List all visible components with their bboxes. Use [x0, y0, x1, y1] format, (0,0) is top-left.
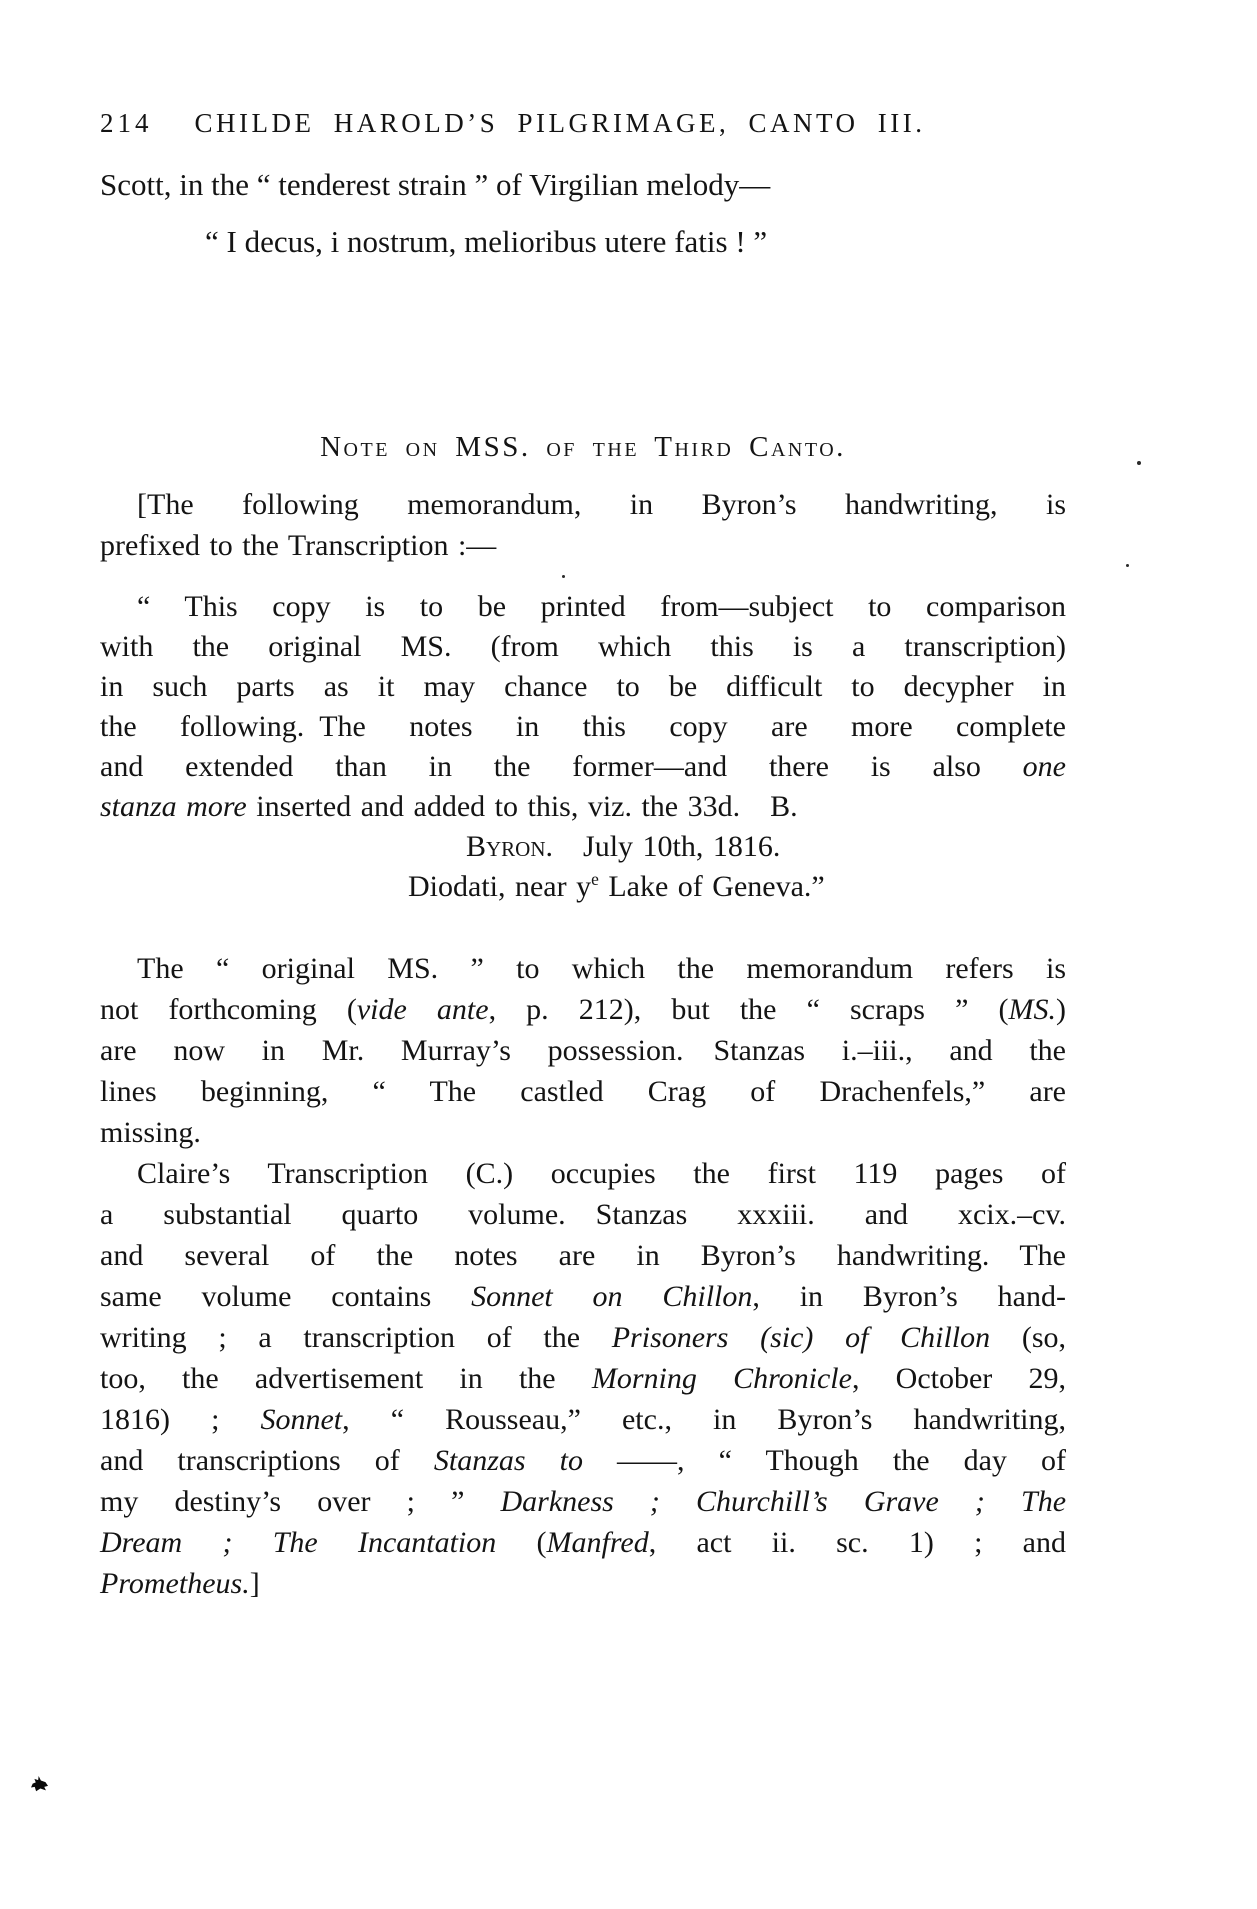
scan-speck	[1126, 564, 1129, 567]
text-line: same volume contains Sonnet on Chillon, in Byron’s hand-	[100, 1280, 1066, 1313]
text-line: my destiny’s over ; ” Darkness ; Churchill’s Grave ; The	[100, 1485, 1067, 1518]
text-line: and several of the notes are in Byron’s handwriting. The	[100, 1239, 1066, 1272]
running-head	[100, 0, 1066, 139]
text-line: stanza more inserted and added to this, viz. the 33d. B.	[100, 790, 798, 823]
text-line: the following. The notes in this copy are more complete	[100, 710, 1066, 743]
ink-blot-mark	[31, 1776, 48, 1792]
text-line: lines beginning, “ The castled Crag of Drachenfels,” are	[100, 1075, 1066, 1108]
memo-intro	[100, 484, 1066, 566]
original-ms-paragraph	[100, 948, 1066, 1153]
note-body	[100, 484, 1066, 1604]
text-line: Prometheus.]	[100, 1567, 260, 1600]
text-line: Byron. July 10th, 1816.	[466, 830, 781, 863]
text-line: Diodati, near $y^e$ Lake of Geneva.”	[408, 869, 825, 903]
text-line: writing ; a transcription of the Prisoners (sic) of Chillon (so,	[100, 1321, 1066, 1354]
text-line: missing.	[100, 1116, 201, 1149]
text-line: “ This copy is to be printed from—subject to comparison	[137, 590, 1066, 623]
text-line: [The following memorandum, in Byron’s handwriting, is	[137, 488, 1066, 521]
opening-line: Scott, in the “ tenderest strain ” of Virgilian melody—	[100, 167, 771, 202]
text-line: 1816) ; Sonnet, “ Rousseau,” etc., in Byron’s handwriting,	[100, 1403, 1066, 1436]
page-number: 214	[100, 108, 153, 138]
text-line: Claire’s Transcription (C.) occupies the first 119 pages of	[137, 1157, 1066, 1190]
byron-memorandum-quote	[100, 587, 1066, 907]
text-line: in such parts as it may chance to be difficult to decypher in	[100, 670, 1066, 703]
text-line: The “ original MS. ” to which the memorandum refers is	[137, 952, 1066, 985]
text-line: are now in Mr. Murray’s possession. Stanzas i.–iii., and the	[100, 1034, 1066, 1067]
text-column	[100, 0, 1066, 1604]
text-line: too, the advertisement in the Morning Chronicle, October 29,	[100, 1362, 1066, 1395]
verse-quote: “ I decus, i nostrum, melioribus utere fatis ! ”	[205, 224, 768, 259]
scan-speck	[562, 575, 565, 578]
text-line: and transcriptions of Stanzas to ——, “ Though the day of	[100, 1444, 1067, 1477]
scan-speck	[1137, 461, 1141, 465]
running-title: CHILDE HAROLD’S PILGRIMAGE, CANTO III.	[194, 108, 926, 138]
text-line: a substantial quarto volume. Stanzas xxxiii. and xcix.–cv.	[100, 1198, 1066, 1231]
text-line: with the original MS. (from which this is a transcription)	[100, 630, 1066, 663]
claires-transcription-paragraph	[100, 1153, 1066, 1604]
text-line: not forthcoming (vide ante, p. 212), but the “ scraps ” (MS.)	[100, 993, 1066, 1026]
section-heading: Note on MSS. of the Third Canto.	[320, 431, 846, 463]
text-line: and extended than in the former—and there is also one	[100, 750, 1066, 783]
text-line: prefixed to the Transcription :—	[100, 529, 497, 562]
text-line: Dream ; The Incantation (Manfred, act ii. sc. 1) ; and	[100, 1526, 1066, 1559]
